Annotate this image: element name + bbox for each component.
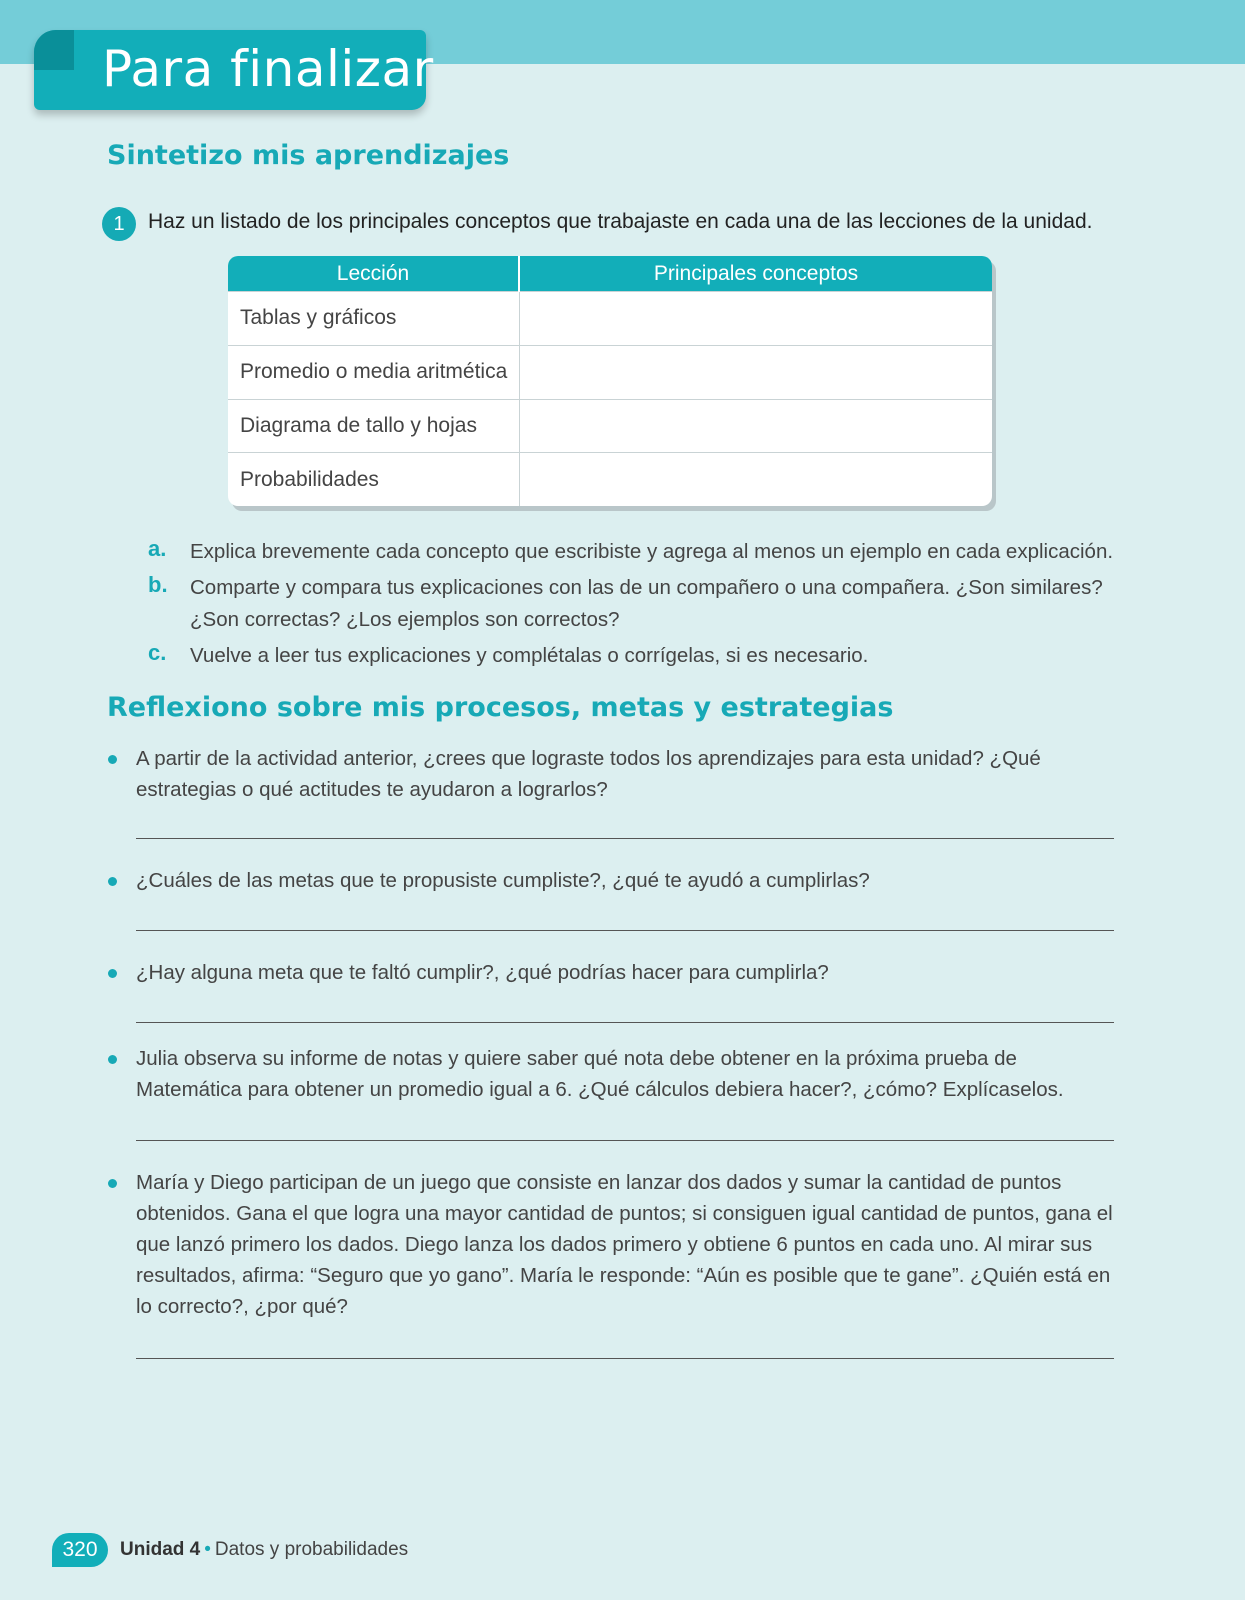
concepts-answer-cell[interactable] <box>519 292 992 346</box>
bullet-icon <box>108 969 117 978</box>
table-header-concepts: Principales conceptos <box>519 256 992 292</box>
reflection-question: María y Diego participan de un juego que consiste en lanzar dos dados y sumar la cantidad de puntos obtenidos. Gana el que logra una mayor cantidad de puntos; si consiguen igual cantidad de puntos, gana el que lanzó primero los dados. Diego lanza los dados primero y obtiene 6 puntos en cada uno. Al mirar sus resultados, afirma: “Seguro que yo gano”. María le responde: “Aún es posible que te gane”. ¿Quién está en lo correcto?, ¿por qué? <box>136 1171 1113 1318</box>
footer-unit: Unidad 4 <box>120 1539 201 1560</box>
reflection-question: A partir de la actividad anterior, ¿crees que lograste todos los aprendizajes para esta unidad? ¿Qué estrategias o qué actitudes te ayudaron a lograrlos? <box>136 747 1041 801</box>
concepts-answer-cell[interactable] <box>519 345 992 399</box>
concepts-table <box>228 256 992 506</box>
lesson-cell: Probabilidades <box>228 453 519 506</box>
reflection-question: ¿Hay alguna meta que te faltó cumplir?, ¿qué podrías hacer para cumplirla? <box>136 961 829 984</box>
table-row <box>228 345 992 399</box>
page-number: 320 <box>52 1533 108 1567</box>
lesson-cell: Promedio o media aritmética <box>228 345 519 399</box>
footer-unit-label <box>120 1539 408 1561</box>
subitem-letter: c. <box>148 640 167 665</box>
bullet-icon <box>108 1179 117 1188</box>
subitem-letter: b. <box>148 572 168 597</box>
answer-line[interactable] <box>136 838 1114 839</box>
lesson-cell: Diagrama de tallo y hojas <box>228 399 519 453</box>
section-heading-reflection: Reflexiono sobre mis procesos, metas y estrategias <box>107 692 894 723</box>
answer-line[interactable] <box>136 1358 1114 1359</box>
lesson-cell: Tablas y gráficos <box>228 292 519 346</box>
answer-line[interactable] <box>136 1140 1114 1141</box>
table-row <box>228 399 992 453</box>
answer-line[interactable] <box>136 1022 1114 1023</box>
footer-separator: • <box>204 1539 211 1560</box>
page-title: Para finalizar <box>102 40 434 98</box>
concepts-answer-cell[interactable] <box>519 453 992 506</box>
subitem-letter: a. <box>148 536 167 561</box>
title-tab-corner <box>34 30 74 70</box>
reflection-question: Julia observa su informe de notas y quiere saber qué nota debe obtener en la próxima prueba de Matemática para obtener un promedio igual a 6. ¿Qué cálculos debiera hacer?, ¿cómo? Explícaselos. <box>136 1047 1064 1101</box>
subitem-text: Explica brevemente cada concepto que escribiste y agrega al menos un ejemplo en cada explicación. <box>190 540 1114 563</box>
bullet-icon <box>108 877 117 886</box>
section-heading-synthesis: Sintetizo mis aprendizajes <box>107 140 510 171</box>
subitem-text: Vuelve a leer tus explicaciones y complétalas o corrígelas, si es necesario. <box>190 644 869 667</box>
table-header-lesson: Lección <box>228 256 519 292</box>
concepts-answer-cell[interactable] <box>519 399 992 453</box>
question-text: Haz un listado de los principales conceptos que trabajaste en cada una de las lecciones de la unidad. <box>148 210 1093 233</box>
bullet-icon <box>108 1055 117 1064</box>
bullet-icon <box>108 755 117 764</box>
footer-unit-title: Datos y probabilidades <box>214 1539 409 1560</box>
table-row <box>228 292 992 346</box>
answer-line[interactable] <box>136 930 1114 931</box>
table-row <box>228 453 992 506</box>
reflection-question: ¿Cuáles de las metas que te propusiste cumpliste?, ¿qué te ayudó a cumplirlas? <box>136 869 870 892</box>
question-number-badge: 1 <box>102 207 136 241</box>
subitem-text: Comparte y compara tus explicaciones con las de un compañero o una compañera. ¿Son similares? ¿Son correctas? ¿Los ejemplos son correctos? <box>190 576 1103 631</box>
